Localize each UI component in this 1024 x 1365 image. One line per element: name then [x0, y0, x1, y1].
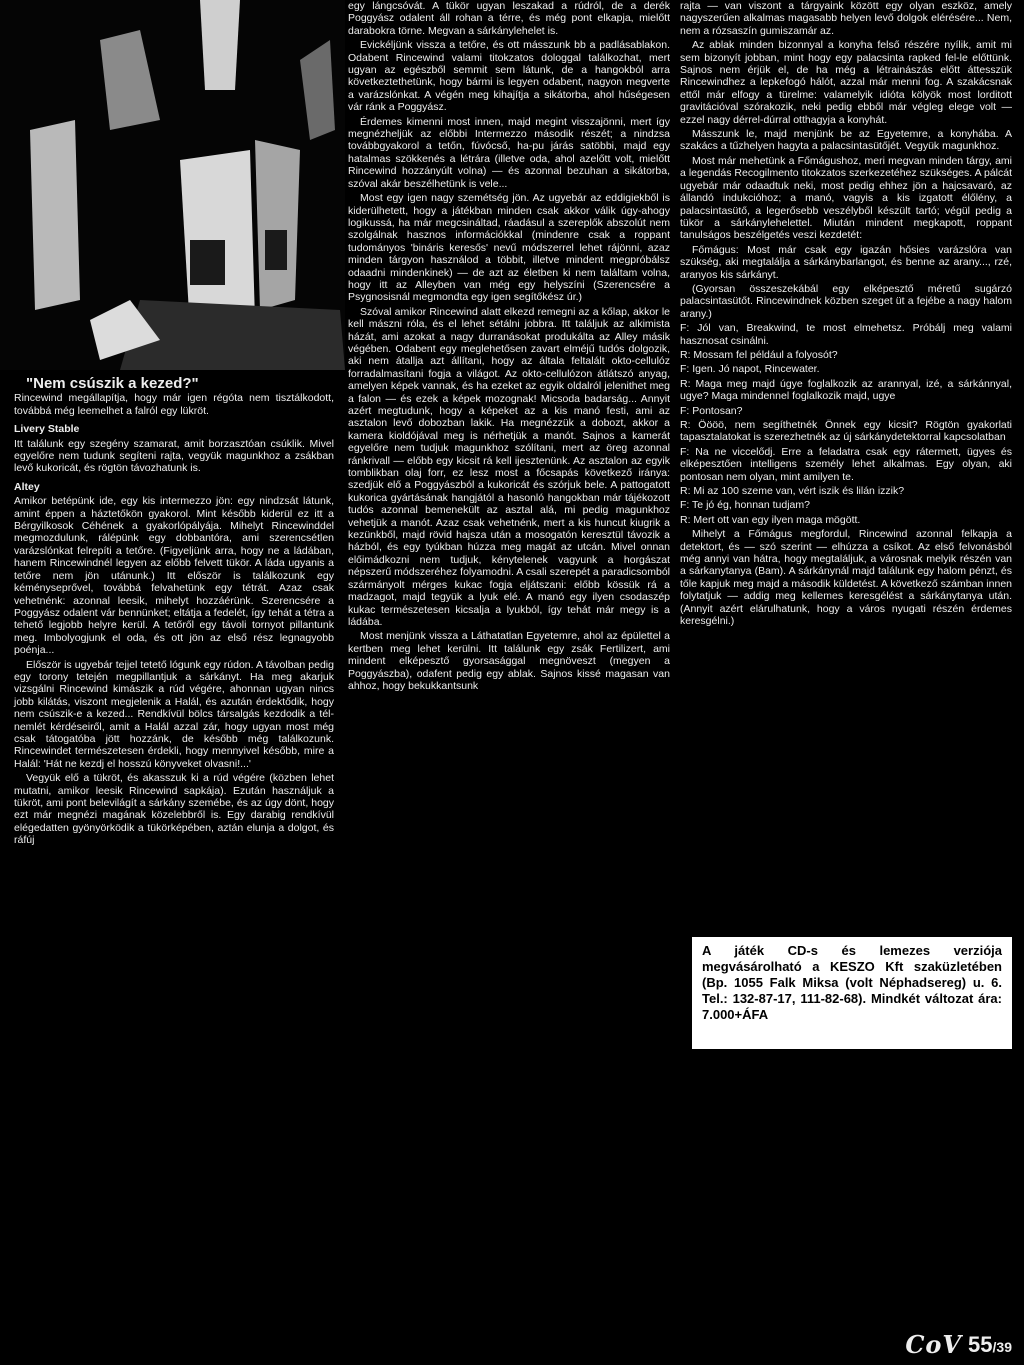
paragraph: Szóval amikor Rincewind alatt elkezd remegni az a kőlap, akkor le kell mászni róla, és el lehet sétálni jobbra. Itt találjuk az alkimista házát, ami azokat a nagy durranásokat produkálta az Alley másik végében. Odabent egy meglehetősen zavart elméjű tudós dolgozik, aki nem átallja azt állítani, hogy az általa feltalált okto-cellulóz forradalmasítani fogja a világot. Az okto-cellulózon átlátszó anyag, amelyen képek vannak, és ha ezeket az egyik oldalról jelenithet meg a falon — és ezek a képek mozognak! Micsoda badarság... Annyit azért megtudunk, hogy a képeket az a kis manó festi, ami az asztalon levő dobozban lakik. Ha megnézzük a dobozt, akkor a kamera kioldójával meg is nérhetjük a manót. Sajnos a kamerát egyelőre nem tudjuk magunkhoz szólítani, mert az öreg azonnal ránkrivall — előbb egy kicsit rá kell ijesztenünk. Az asztalon az egyik tomblikban olaj forr, ez lesz most a főcsapás következő iránya: szedjük elő a Poggyászból a kukoricát és szórjuk bele. A pattogatott kukorica gyártásának hangjától a hasonló hangokban már tájékozott tudós azonnal bemenekült az asztal alá, mi pedig magunkhoz vehetjük a manót. Azaz csak vehetnénk, mert a kis huncut kiugrik a kezünkből, majd rövid hajsza után a mosogatón keresztül távozik a házból, és egy tyúkban húzza meg magát az utcán. Mivel onnan előimádkozni nem tudjuk, kénytelenek vagyunk a horgászat népszerű módszeréhez folyamodni. A csali szerepét a paradicsomból szármányolt mérges kukac fogja eljátszani: előbb kössük rá a madzagot, majd tegyük a lyuk elé. A manó egy ilyen csodaszép kukac természetesen kicsalja a lyukból, így tehát már megy is a ládába. [348, 305, 670, 628]
paragraph: Itt találunk egy szegény szamarat, amit borzasztóan csúklik. Mivel egyelőre nem tudunk segíteni rajta, vegyük magunkhoz a zsákban levő kukoricát, és rögtön távozhatunk is. [14, 437, 334, 475]
paragraph: Evickéljünk vissza a tetőre, és ott másszunk bb a padlásablakon. Odabent Rincewind valami titokzatos dologgal találkozhat, mert ugyan az egészből semmit sem látunk, de a hangokból arra következtethetünk, hogy bármi is legyen odabent, nagyon megverte a varázslónkat. A végén meg kihajítja a sikátorba, ahol hűségesen vár ránk a Poggyász. [348, 39, 670, 114]
purchase-info-box: A játék CD-s és lemezes verziója megvásárolható a KESZO Kft szaküzletében (Bp. 1055 Falk Miksa (volt Néphadsereg) u. 6. Tel.: 132-87-17, 111-82-68). Mindkét változat ára: 7.000+ÁFA [692, 937, 1012, 1049]
paragraph: Rincewind megállapítja, hogy már igen régóta nem tisztálkodott, továbbá még leemelhet a falról egy lükröt. [14, 392, 334, 417]
dialogue-line: F: Jól van, Breakwind, te most elmehetsz. Próbálj meg valami hasznosat csinálni. [680, 322, 1012, 347]
dialogue-line: R: Mi az 100 szeme van, vért iszik és lilán izzik? [680, 485, 905, 498]
column-3 [680, 0, 1012, 630]
paragraph: Most már mehetünk a Főmágushoz, meri megvan minden tárgy, ami a legendás Recogilmento titokzatos szerkezetéhez szükséges. A pálcát ugyebár már odaadtuk neki, most pedig ehhez jön a hajcsavaró, az állandó indukcióhoz; a manó, vagyis a kis izgatott élőlény, a palacsintasütő, a legerősebb veszélyből készült tartó; végül pedig a tükör a sárkánylehelettel. Miután mindent megkapott, roppant tanulságos beszélgetés veszi kezdetét: [680, 154, 1012, 242]
section-heading: Altey [14, 480, 40, 493]
magazine-logo: CoV [905, 1330, 963, 1359]
game-screenshot-photo [0, 0, 345, 370]
paragraph: Most menjünk vissza a Láthatatlan Egyetemre, ahol az épülettel a kertben meg lehet kerülni. Itt találunk egy zsák Fertilizert, ami mindent elképesztő gyorsasággal megnöveszt (megyen a Poggyászba), odafent pedig egy ablak. Sajnos kissé magasan van ahhoz, hogy bekukkantsunk [348, 630, 670, 692]
dialogue-line: R: Mossam fel például a folyosót? [680, 348, 838, 361]
dialogue-line: R: Maga meg majd úgye foglalkozik az arannyal, izé, a sárkánnyal, ugye? Maga mindennel foglalkozik majd, ugye [680, 377, 1012, 403]
column-1 [14, 375, 334, 849]
photo-caption: "Nem csúszik a kezed?" [26, 375, 199, 392]
dialogue-line: Főmágus: Most már csak egy igazán hősies varázslóra van szükség, aki megtalálja a sárkánybarlangot, és benne az arany..., rzé, aranyos kis sárkányt. [680, 243, 1012, 281]
dialogue-line: R: Mert ott van egy ilyen maga mögött. [680, 513, 861, 526]
page-footer [905, 1330, 1012, 1359]
column-2 [348, 0, 670, 694]
dialogue-line: F: Te jó ég, honnan tudjam? [680, 499, 810, 512]
paragraph: (Gyorsan összeszekábál egy elképesztő méretű sugárzó palacsintasütőt. Rincewindnek közben szeget üt a fejébe a nagy halom arany.) [680, 282, 1012, 320]
paragraph: rajta — van viszont a tárgyaink között egy olyan eszköz, amely nagyszerűen alkalmas magasabb helyen levő dolgok elérésére... Nem, nem a rózsaszín gumiszamár az. [680, 0, 1012, 37]
issue-number: /39 [992, 1338, 1012, 1355]
paragraph: egy lángcsóvát. A tükör ugyan leszakad a rúdról, de a derék Poggyász odalent áll rohan a térre, és még pont elkapja, mielőtt darabokra törne. Megvan a sárkánylehelet is. [348, 0, 670, 37]
section-heading: Livery Stable [14, 423, 80, 436]
paragraph: Most egy igen nagy szemétség jön. Az ugyebár az eddigiekből is kiderülhetett, hogy a játékban minden csak akkor válik úgy-ahogy logikussá, ha már megcsináltad, ráadásul a szereplők abszolút nem szolgálnak hasznos információkkal (mindenre csak a roppant tudományos 'bináris keresős' nevű módszerrel lehet rájönni, azaz minden tárgyon használod a többit, illetve mindent megpróbálsz odaadni mindenkinek) — de azt az életben ki nem találtam volna, hogy itt az Alleyben van még egy helyszíni (Szerencsére a Psygnosisnál megmondta egy igen segítőkész úr.) [348, 192, 670, 304]
page-number: 55/39 [968, 1331, 1012, 1357]
paragraph: Vegyük elő a tükröt, és akasszuk ki a rúd végére (közben lehet mutatni, amikor leesik Rincewind sapkája). Ezután használjuk a tükröt, ami pont belevilágít a sárkány szemébe, és az úgy dönt, hogy ezt már megnézi magának közelebbről is. Egy darabig rendkívül elégedatten gyönyörködik a tükörképében, aztán elunja a dolgot, és ráfúj [14, 772, 334, 847]
dialogue-line: R: Öööö, nem segíthetnék Önnek egy kicsit? Rögtön gyakorlati tapasztalatokat is szerezhetnék az új sárkánydetektorral kapcsolatban [680, 419, 1012, 444]
paragraph: Érdemes kimenni most innen, majd megint visszajönni, mert így megnézheljük az előbbi Intermezzo második részét; a nindzsa továbbgyakorol a tetőn, fúvócső, ha-pu járás satöbbi, majd egy hatalmas szökkenés a létrára (illetve oda, ahol azelőtt volt, mielőtt Rincewind hozzányúlt volna) — és azonnal bezuhan a sikátorba, szóval akár beszélhetünk is vele... [348, 115, 670, 190]
paragraph: Másszunk le, majd menjünk be az Egyetemre, a konyhába. A szakács a tűzhelyen hagyta a palacsintasütőjét. Vegyük magunkhoz. [680, 128, 1012, 153]
paragraph: Amikor betépünk ide, egy kis intermezzo jön: egy nindzsát látunk, amint éppen a háztetőkön gyakorol. Mint később kiderül ez itt a Bérgyilkosok Céhének a gyakorlópályája. Mihelyt Rincewinddel megmozdulunk, rálépünk egy dobbantóra, ami szerencsétlen varázslónkat felrepíti a tetőre. (Figyeljünk arra, hogy ne a ládában, hanem Rincewindnél legyen az előbb felvett tükör. A láda ugyanis a tetőre nem jön utánunk.) Itt először is találkozunk egy kéményseprővel, továbbá felvahetünk egy tétrát. Azaz csak vehetnénk: azonnal leesik, mihelyt hozzáérünk. Szerencsére a Poggyász odalent vár bennünket; eltátja a fedelét, így tehát a tétra a tehető legjobb helyre kerül. A tetőről egy távoli tornyot pillantunk meg. Imbolyogjunk el oda, és ott jön az első rész legnagyobb poénja... [14, 495, 334, 657]
dialogue-line: F: Igen. Jó napot, Rincewater. [680, 363, 820, 376]
paragraph: Az ablak minden bizonnyal a konyha felső részére nyílik, amit mi sem bizonyít jobban, mint hogy egy palacsinta rapked fel-le előttünk. Sajnos nem érjük el, de ha még a létrainászás előtt áttesszük Rincewindhez a lepkefogó hálót, azzal már menni fog. A szakácsnak ettől már elfogy a türelme: valamelyik idióta kölyök most lorditott gravitációval szórakozik, neki pedig ebből már végleg elege volt — ezzel nagy dérrel-dúrral otthagyja a konyhát. [680, 39, 1012, 126]
dialogue-line: F: Na ne viccelődj. Erre a feladatra csak egy rátermett, ügyes és elképesztően intelligens személy lehet alkalmas. Egy olyan, aki pontosan nem olyan, mint amilyen te. [680, 445, 1012, 483]
dialogue-line: F: Pontosan? [680, 404, 743, 417]
paragraph: Mihelyt a Főmágus megfordul, Rincewind azonnal felkapja a detektort, és — szó szerint — elhúzza a csíkot. Az első felvonásból még annyi van hátra, hogy megtaláljuk, a városnak melyik részén van a sárkanytanya (Bam). A sárkánynál majd találunk egy halom pénzt, és tőle kapjuk meg majd a második küldetést. A következő számban innen folytatjuk — addig meg kellemes keresgélést a sárkánytanya után. (Annyit azért elárulhatunk, hogy a város nyugati részén érdemes keresgélni.) [680, 528, 1012, 628]
paragraph: Először is ugyebár tejjel tetető lógunk egy rúdon. A távolban pedig egy torony tetején megpillantjuk a sárkányt. Ha meg akarjuk vizsgálni Rincewind kimászik a rúd végére, ahonnan ugyan nincs jobb kilátás, viszont megjelenik a Halál, és azután érdektődik, hogy nem csúszik-e a kezed... Rendkívül bölcs társalgás kezdodik a tél-nemlét kérdéseiről, amit a Halál azzal zár, hogy ugyan most még csak tátogatóba jött hozzánk, de később még találkozunk. Rincewindet természetesen érdekli, hogy mennyivel később, mire a Halál: 'Hát ne kezdj el hosszú könyveket olvasni!...' [14, 658, 334, 770]
